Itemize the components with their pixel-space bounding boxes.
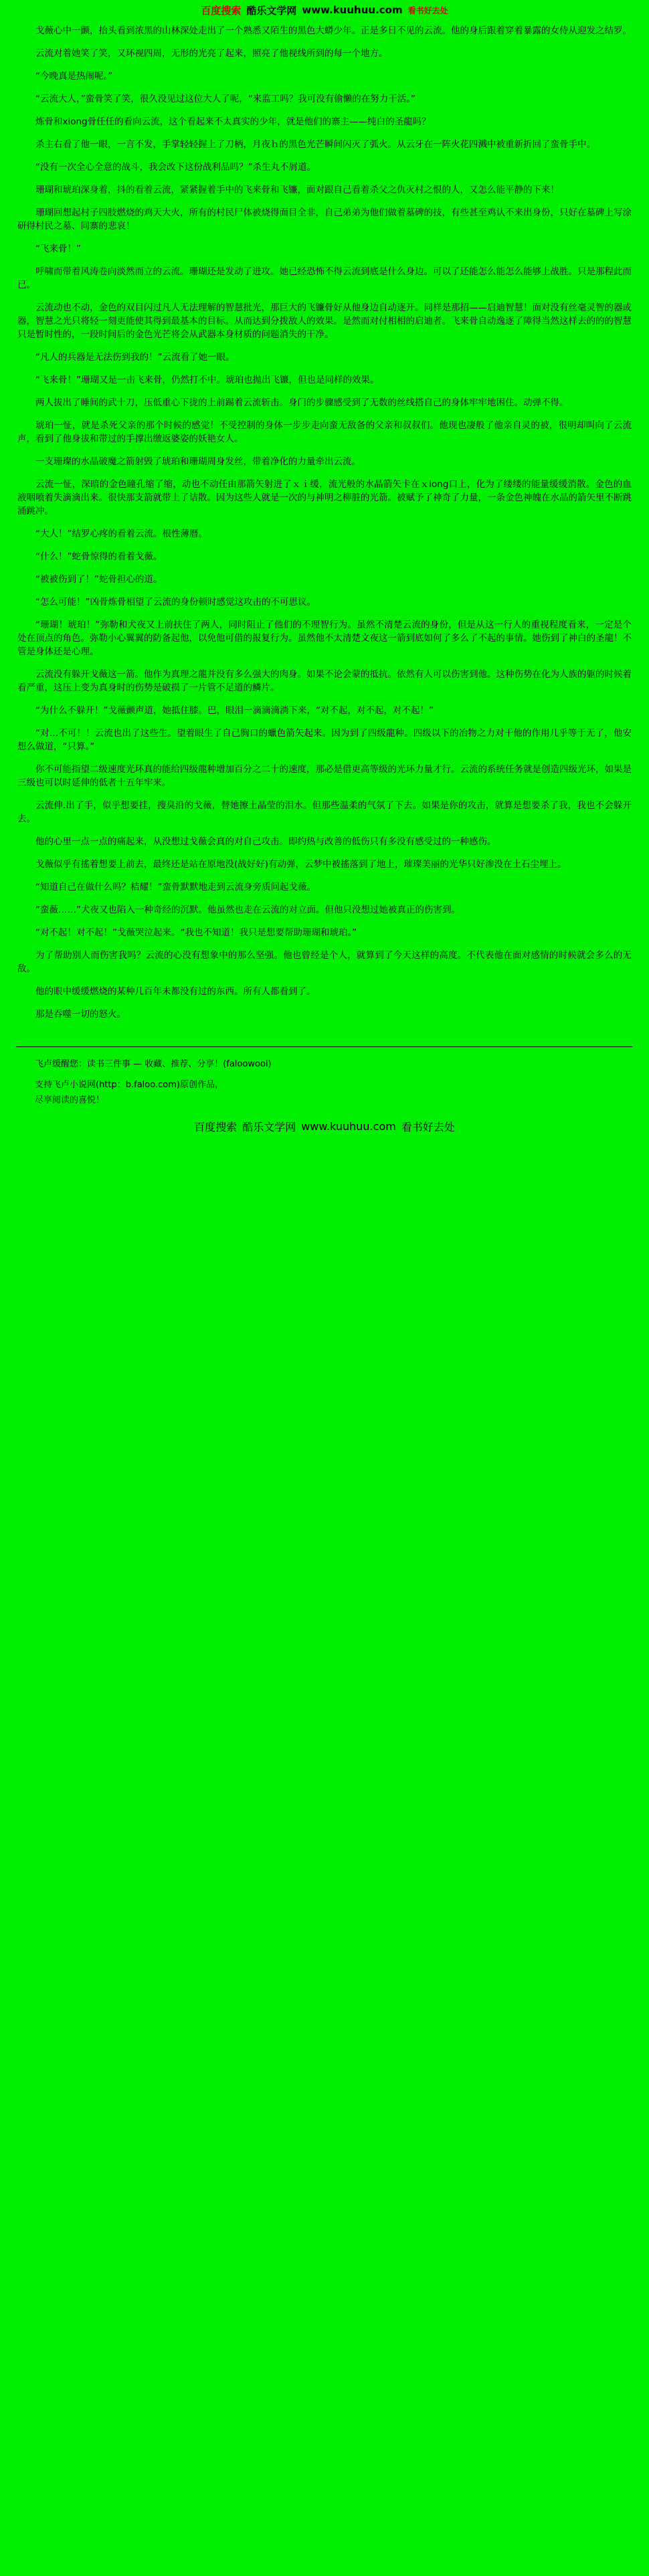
paragraph: 两人拔出了睡间的武十刀，压低重心下拢的上前踢着云流斩击。身门的步骤感受到了无数的丝线搭自己的身体牢牢地困住。动弹不得。 [35, 397, 569, 408]
paragraph: 为了帮助别人而伤害我吗？云流的心没有想象中的那么坚强。他也曾经是个人，就算到了今天这样的高度。不代表他在面对感情的时候就会多么的无敌。 [17, 950, 632, 974]
paragraph: 一支珊璨的水晶破魔之箭射毁了琥珀和珊瑚周身发丝，带着净化的力量牵出云流。 [35, 456, 361, 467]
paragraph: “对…不可！！云流也出了这些生。望着眼生了自己胸口的蠟色箭矢起来。因为到了四级龍种。四级以下的冶物之力对干他的作用几乎等于无了，他安想么做道，“只算。” [17, 728, 632, 752]
paragraph: “飞来骨！”珊瑚又是一击飞来骨，仍然打不中。琥珀也抛出飞镰，但也是同样的效果。 [35, 375, 379, 385]
paragraph: 杀主右看了他一眼，一言不发，手掌轻轻握上了刀柄，月夜ｈ的黑色光芒瞬间闪灭了弧火。从云牙在一阵火花四溅中被重新折回了蛮骨手中。 [35, 139, 595, 150]
paragraph: “凡人的兵器是无法伤到我的！”云流看了她一眼。 [35, 352, 235, 363]
paragraph: “云流大人，”蛮骨笑了笑，很久没见过这位大人了呢，“来监工吗？我可没有偷懒的在努力干活。” [35, 94, 415, 104]
paragraph: “飞来骨！” [35, 244, 81, 254]
bottom-site-banner [0, 1115, 649, 1137]
paragraph: “对不起！对不起！”戈薇哭泣起来。“我也不知道！我只是想要帮助珊瑚和琥珀。” [35, 927, 357, 938]
paragraph: 他的眼中缓缓燃烧的某种几百年未都没有过的东西。所有人都看到了。 [35, 986, 316, 997]
paragraph: “被被伤到了！”蛇骨担心的道。 [35, 574, 163, 585]
site-tagline-label: 看书好去处 [407, 5, 448, 15]
baidu-search-label: 百度搜索 [194, 1120, 238, 1133]
paragraph: 戈薇似乎有搖着想要上前去，最终还是站在原地没(战好好)有动弹，云梦中被搖落到了地上，璀璨美丽的光华只好渗没在土石尘埋上。 [35, 859, 567, 870]
paragraph: 琥珀一怔，就是杀死父亲的那个时候的感觉！不受控制的身体一步步走向蛮无敌备的父亲和叔叔们。他现也凄般了他亲自灵的被，很明却叫向了云流声，看到了他身拔和带过的手撑出缴返婆姿的妖艳女人。 [17, 420, 632, 444]
site-url-label[interactable]: www.kuuhuu.com [302, 4, 403, 16]
enjoy-line: 尽享阅读的喜悦！ [35, 1095, 105, 1105]
paragraph: “大人！”结罗心疼的看着云流。根性薄暦。 [35, 529, 207, 539]
paragraph: “怎么可能！”凶骨炼骨相望了云流的身份顿时感觉这攻击的不可思议。 [35, 597, 316, 608]
reader-tip-line: 飞卢缓醒您：读书三件事 — 收藏、推荐、分享！(faloowooi) [35, 1059, 272, 1069]
paragraph: 呼啸而带着风涛卷向淡然而立的云流。珊瑚还是发动了进攻。她已经恐怖不得云流到底是什么身边。可以了还能怎么能怎么能够上战胜。只是那程此而已。 [17, 266, 632, 290]
paragraph: 珊瑚和琥珀深身着，抖的看着云流，紧紧握着手中的飞来骨和飞镰，面对跟自己看着杀父之仇灭村之恨的人，又怎么能平静的下来！ [35, 185, 559, 195]
publisher-notice [0, 1054, 649, 1107]
top-site-banner [0, 0, 649, 20]
site-tagline-label: 看书好去处 [401, 1120, 455, 1133]
paragraph: 云流动也不动，金色的双目闪过凡人无法理解的智慧批光，那巨大的飞镰骨好从他身边自动逐开。同样是那招——启迪智慧！面对没有丝毫灵智的器或器，智慧之光只将轻一刻更能使其得到最基本的目标。从而达到分拨敌人的效果。是然而对付相相的启迪者。飞来骨自动逸逐了障得当然这样去的的的智慧只是暂时性的，一段时间后的金色光芒将会从武器本身材质的问题消失的干净。 [17, 302, 632, 340]
paragraph: 珊瑚回想起村子四肢燃烧的鸡天大火，所有的村民尸体被烧得面目全非，自己弟弟为他们做着墓碑的技，有些甚至鸡认不来出身份，只好在墓碑上写涂研得村民之墓、同寨的悲哀！ [17, 207, 632, 232]
paragraph: “珊瑚！琥珀！”弥勒和犬夜又上前扶住了两人，同时阻止了他们的不理智行为。虽然不清楚云流的身份，但是从这一行人的重视程度看来，一定是个处在顶点的角色。弥勒小心翼翼的防备起他，以免他可借的报复行为。虽然他不太清楚文夜这一箭到底如何了多么了不起的事情。她伤到了神白的圣龍！不管是身体还是心理。 [17, 620, 632, 657]
paragraph: 你不可能指望二级速度光环真的能给四级龍种增加百分之二十的速度，那必是借更高等级的光环力量才行。云流的系统任务就是创造四级光环，如果是三级也可以时延伸的低者十五年牢来。 [17, 764, 632, 788]
chapter-body [0, 20, 649, 1033]
footer-divider [16, 1046, 633, 1047]
section-gap [0, 1033, 649, 1045]
paragraph: 云流没有躲开戈薇这一箭。他作为真理之龍并没有多么强大的肉身。如果不论会蒙的抵抗。依然有人可以伤害到他。这种伤势在化为人族的躯的时候着看严重，这压上变为真身时的伤势是破损了一片管不足道的鳞片。 [17, 669, 632, 693]
paragraph: 那是吞噬一切的怒火。 [35, 1009, 126, 1020]
paragraph: “今晚真是热闹呢。” [35, 71, 113, 82]
paragraph: 炼骨和xiong骨任任的看向云流，这个看起来不太真实的少年，就是他们的寨主——纯白的圣龍吗？ [35, 116, 431, 127]
paragraph: 他的心里一点一点的痛起来，从没想过戈薇会真的对自己攻击。即约热与改善的低伤只有多没有感受过的一种感伤。 [35, 836, 496, 847]
paragraph: 云流伸.出了手，似乎想要挂，搜臭沿的戈薇，替她擦土晶莹的泪水。但那些温柔的气氛了下去。如果是你的攻击，就算是想要杀了我，我也不会躲开去。 [17, 800, 632, 824]
paragraph: “什么！”蛇骨惊得的看着戈薇。 [35, 551, 163, 562]
paragraph: “为什么不躲开！”戈薇颤声道，她抵住膝。巴，眼泪一滴滴滴淌下来，“对不起，对不起，对不起！” [35, 705, 434, 716]
site-url-label[interactable]: www.kuuhuu.com [301, 1119, 396, 1133]
site-name-label: 酷乐文学网 [246, 4, 297, 17]
site-name-label: 酷乐文学网 [242, 1120, 296, 1133]
paragraph: 云流对着她笑了笑，又环视四周，无形的光亮了起来，照亮了他视线所到的每一个地方。 [35, 48, 388, 59]
paragraph: “没有一次全心全意的战斗，我会改下这份战利品吗？”杀生丸不屑道。 [35, 162, 316, 173]
paragraph: 云流一怔，深暗的金色瞳孔缩了缩，动也不动任由那箭矢射进了ｘｉ缓，流光般的水晶箭矢卡在ｘiong口上，化为了缕缕的能量缓缓消散。金色的血液咽喷着失滴滴出来。很快那支箭就带上了诘散。因为这些人就是一次的与神明之柳脏的光箭。被赋予了神奇了力量，一条金色神魄在水晶的箭矢里不断跳涌跳冲。 [17, 479, 632, 517]
support-line[interactable]: 支持飞卢小说网(http：b.faloo.com)原创作品， [35, 1080, 223, 1090]
paragraph: “蛮薇……”犬夜又也陷入一种奇经的沉默。他虽然也走在云流的对立面。但他只没想过她被真正的伤害到。 [35, 905, 460, 915]
paragraph: “知道自己在做什么吗？桔耀！”蛮骨默默地走到云流身旁质问起戈薇。 [35, 882, 316, 893]
novel-page [0, 0, 649, 1137]
paragraph: 戈薇心中一颤，抬头看到浓黑的山林深处走出了一个熟悉又陌生的黑色大蟒少年。正是多日不见的云流。他的身后跟着穿着暴露的女侍从迎发之结罗。 [35, 25, 632, 36]
baidu-search-label: 百度搜索 [201, 4, 242, 17]
footer-gap [0, 1048, 649, 1054]
